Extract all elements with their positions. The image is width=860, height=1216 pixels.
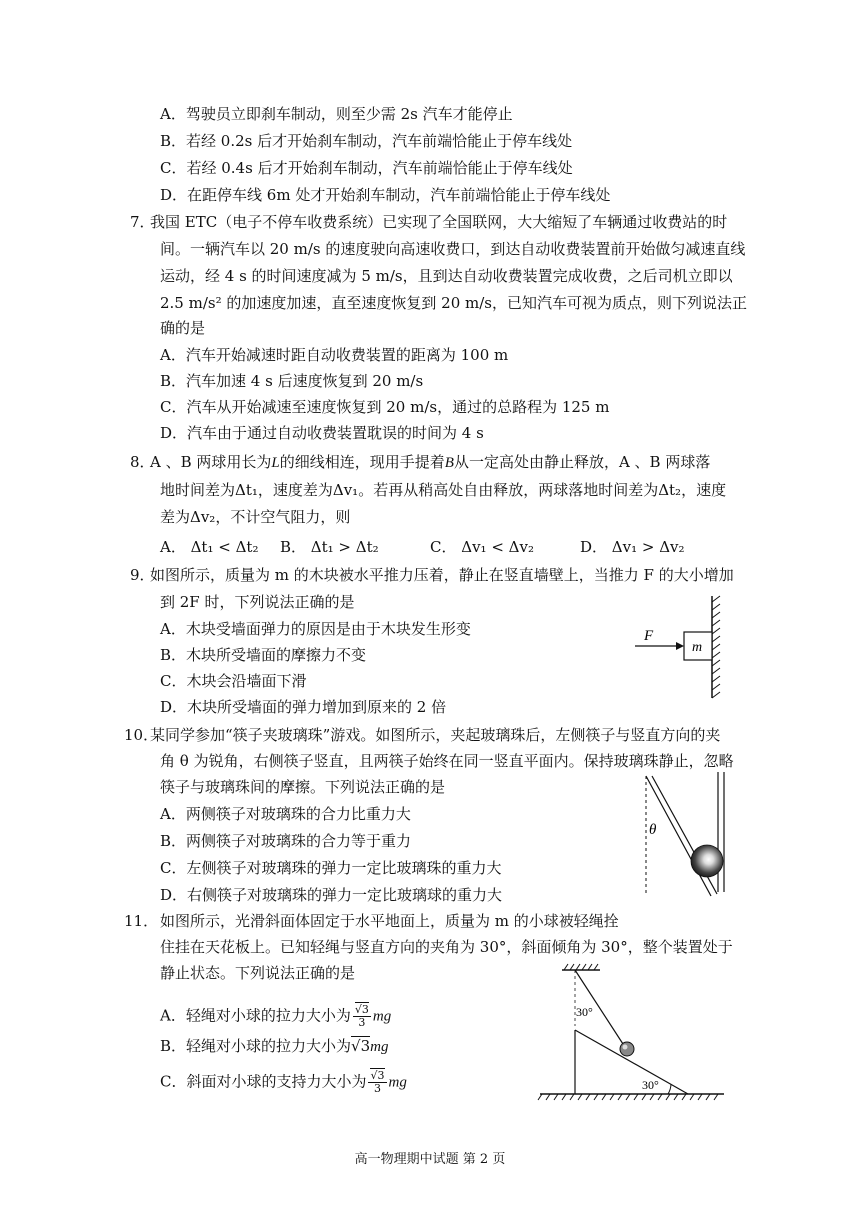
q11-option-b-text: B．轻绳对小球的拉力大小为 <box>160 1037 352 1055</box>
q8-var-b: B <box>444 455 454 471</box>
q7-option-b: B．汽车加速 4 s 后速度恢复到 20 m/s <box>160 372 424 390</box>
q11-option-b-mg: mg <box>370 1039 389 1055</box>
q11-option-c-fraction <box>368 1070 386 1095</box>
q7-line-3: 运动，经 4 s 的时间速度减为 5 m/s，且到达自动收费装置完成收费，之后司机立即以 <box>160 267 733 285</box>
q9-figure-wall-block <box>630 592 730 704</box>
q9-option-a: A．木块受墙面弹力的原因是由于木块发生形变 <box>160 620 471 638</box>
q11-option-a-mg: mg <box>372 1008 392 1025</box>
q10-figure-chopsticks <box>636 772 736 900</box>
q11-option-a-fraction <box>353 1004 371 1029</box>
q11-line-2: 住挂在天花板上。已知轻绳与竖直方向的夹角为 30°，斜面倾角为 30°，整个装置处于 <box>160 938 733 956</box>
q10-line-2: 角 θ 为锐角，右侧筷子竖直，且两筷子始终在同一竖直平面内。保持玻璃珠静止，忽略 <box>160 752 734 770</box>
q10-line-1: 某同学参加“筷子夹玻璃珠”游戏。如图所示，夹起玻璃珠后，左侧筷子与竖直方向的夹 <box>150 726 721 744</box>
q11-option-a <box>160 1004 391 1029</box>
q11-option-a-text: A．轻绳对小球的拉力大小为 <box>160 1006 351 1025</box>
q8-var-l: L <box>271 455 280 471</box>
q7-number: 7． <box>130 213 155 231</box>
q6-option-c: C．若经 0.4s 后才开始刹车制动，汽车前端恰能止于停车线处 <box>160 159 573 177</box>
q7-option-a: A．汽车开始减速时距自动收费装置的距离为 100 m <box>160 346 509 364</box>
q11-option-c-denominator: 3 <box>373 1082 381 1095</box>
q11-fig-angle-rope: 30° <box>576 1005 593 1019</box>
q9-option-c: C．木块会沿墙面下滑 <box>160 672 307 690</box>
q8-option-d: D． Δv₁ > Δv₂ <box>580 538 685 556</box>
q9-option-d: D．木块所受墙面的弹力增加到原来的 2 倍 <box>160 698 447 716</box>
q11-option-b-sqrt3: √3 <box>351 1037 371 1055</box>
q11-option-c-mg: mg <box>388 1074 407 1091</box>
q7-line-2: 间。一辆汽车以 20 m/s 的速度驶向高速收费口，到达自动收费装置前开始做匀减速直线 <box>160 240 746 258</box>
q11-option-c-sqrt3: √3 <box>370 1069 385 1082</box>
q11-option-c <box>160 1070 407 1095</box>
q11-line-3: 静止状态。下列说法正确的是 <box>160 964 356 982</box>
q8-option-c: C． Δv₁ < Δv₂ <box>430 538 534 556</box>
q7-line-5: 确的是 <box>160 319 206 337</box>
q7-line-4: 2.5 m/s² 的加速度加速，直至速度恢复到 20 m/s，已知汽车可视为质点，则下列说法正 <box>160 294 747 312</box>
q11-fig-angle-incline: 30° <box>642 1078 659 1092</box>
q8-option-b: B． Δt₁ > Δt₂ <box>280 538 379 556</box>
q8-option-a: A． Δt₁ < Δt₂ <box>160 538 259 556</box>
q9-number: 9． <box>130 566 155 584</box>
q8-text-a: A 、B 两球用长为 <box>150 453 272 471</box>
q9-option-b: B．木块所受墙面的摩擦力不变 <box>160 646 367 664</box>
q11-option-a-denominator: 3 <box>358 1016 366 1029</box>
q10-option-b: B．两侧筷子对玻璃珠的合力等于重力 <box>160 832 412 850</box>
q11-option-b <box>160 1036 388 1057</box>
q8-number: 8． <box>130 453 155 471</box>
q8-line-2: 地时间差为Δt₁，速度差为Δv₁。若再从稍高处自由释放，两球落地时间差为Δt₂，速度 <box>160 481 727 499</box>
q10-line-3: 筷子与玻璃珠间的摩擦。下列说法正确的是 <box>160 778 446 796</box>
q7-option-c: C．汽车从开始减速至速度恢复到 20 m/s，通过的总路程为 125 m <box>160 398 610 416</box>
q6-option-d: D．在距停车线 6m 处才开始刹车制动，汽车前端恰能止于停车线处 <box>160 186 611 204</box>
page-footer: 高一物理期中试题 第 2 页 <box>354 1152 506 1167</box>
q9-fig-label-m: m <box>692 640 703 655</box>
q8-line-3: 差为Δv₂，不计空气阻力，则 <box>160 508 351 526</box>
q10-number: 10． <box>124 726 159 744</box>
q11-figure-incline <box>538 964 728 1106</box>
q9-line-1: 如图所示，质量为 m 的木块被水平推力压着，静止在竖直墙壁上，当推力 F 的大小增加 <box>150 566 734 584</box>
q11-option-a-sqrt3: √3 <box>354 1003 369 1016</box>
q8-line-1 <box>150 452 710 473</box>
q9-line-2: 到 2F 时，下列说法正确的是 <box>160 593 355 611</box>
q9-fig-label-f: F <box>644 628 654 644</box>
q8-text-c: 的细线相连，现用手提着 <box>279 453 445 471</box>
q10-option-a: A．两侧筷子对玻璃珠的合力比重力大 <box>160 805 411 823</box>
q11-number: 11． <box>124 912 159 930</box>
q11-option-c-text: C．斜面对小球的支持力大小为 <box>160 1072 367 1091</box>
q7-line-1: 我国 ETC（电子不停车收费系统）已实现了全国联网，大大缩短了车辆通过收费站的时 <box>150 213 728 231</box>
q11-line-1: 如图所示，光滑斜面体固定于水平地面上，质量为 m 的小球被轻绳拴 <box>160 912 619 930</box>
q10-option-c: C．左侧筷子对玻璃珠的弹力一定比玻璃珠的重力大 <box>160 859 502 877</box>
q7-option-d: D．汽车由于通过自动收费装置耽误的时间为 4 s <box>160 424 484 442</box>
q6-option-a: A．驾驶员立即刹车制动，则至少需 2s 汽车才能停止 <box>160 105 513 123</box>
q10-option-d: D．右侧筷子对玻璃珠的弹力一定比玻璃球的重力大 <box>160 886 503 904</box>
q6-option-b: B．若经 0.2s 后才开始刹车制动，汽车前端恰能止于停车线处 <box>160 132 573 150</box>
q10-fig-label-theta: θ <box>649 822 657 838</box>
q8-text-e: 从一定高处由静止释放，A 、B 两球落 <box>453 453 711 471</box>
